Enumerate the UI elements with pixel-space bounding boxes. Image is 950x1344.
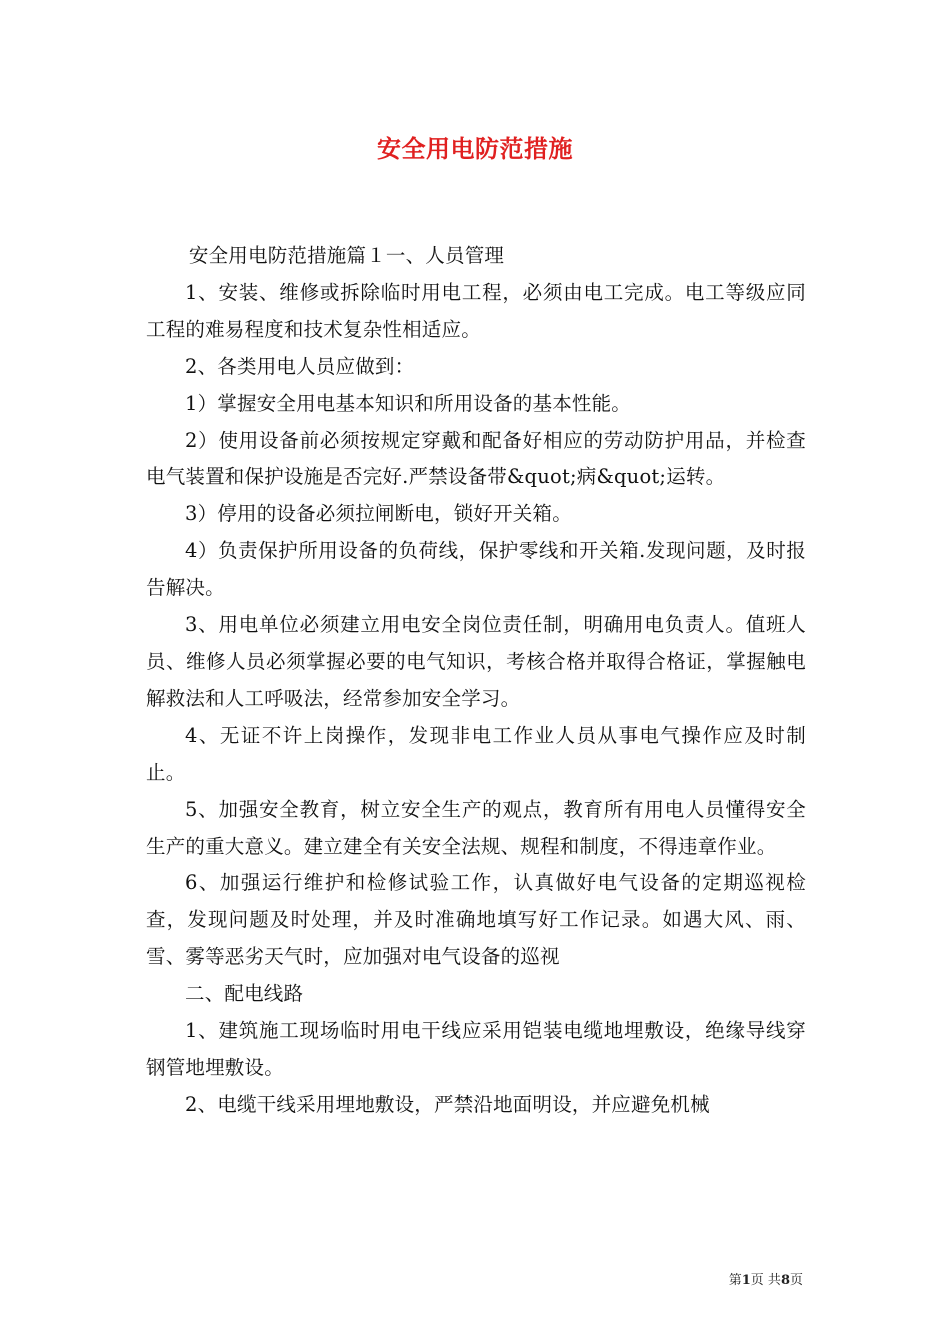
- section-heading-personnel: 安全用电防范措施篇１一、人员管理: [188, 244, 505, 267]
- paragraph: 4）负责保护所用设备的负荷线，保护零线和开关箱.发现问题，及时报告解决。: [146, 539, 806, 600]
- paragraph: 6、加强运行维护和检修试验工作，认真做好电气设备的定期巡视检查，发现问题及时处理，并及时准确地填写好工作记录。如遇大风、雨、雪、雾等恶劣天气时，应加强对电气设备的巡视: [146, 871, 806, 969]
- document-title: 安全用电防范措施: [377, 134, 573, 163]
- paragraph: 2）使用设备前必须按规定穿戴和配备好相应的劳动防护用品，并检查电气装置和保护设施是否完好.严禁设备带&quot;病&quot;运转。: [146, 428, 806, 489]
- paragraph: 3、用电单位必须建立用电安全岗位责任制，明确用电负责人。值班人员、维修人员必须掌握必要的电气知识，考核合格并取得合格证，掌握触电解救法和人工呼吸法，经常参加安全学习。: [146, 613, 806, 710]
- section-heading-distribution-lines: 二、配电线路: [185, 982, 304, 1006]
- total-page-count: 8: [780, 1273, 790, 1288]
- paragraph: 2、电缆干线采用埋地敷设，严禁沿地面明设，并应避免机械: [185, 1092, 710, 1116]
- paragraph: 1、安装、维修或拆除临时用电工程，必须由电工完成。电工等级应同工程的难易程度和技术复杂性相适应。: [146, 280, 806, 341]
- paragraph: 2、各类用电人员应做到：: [185, 354, 415, 378]
- paragraph: 3）停用的设备必须拉闸断电，锁好开关箱。: [185, 502, 572, 526]
- footer-prefix: 第: [728, 1273, 742, 1288]
- footer-middle: 页 共: [750, 1273, 781, 1288]
- paragraph: 5、加强安全教育，树立安全生产的观点，教育所有用电人员懂得安全生产的重大意义。建立建全有关安全法规、规程和制度，不得违章作业。: [146, 797, 806, 858]
- footer-suffix: 页: [789, 1273, 803, 1288]
- page-number-footer: [729, 1272, 803, 1290]
- paragraph: 1、建筑施工现场临时用电干线应采用铠装电缆地埋敷设，绝缘导线穿钢管地埋敷设。: [146, 1019, 806, 1079]
- current-page-number: 1: [741, 1273, 751, 1288]
- paragraph: 4、无证不许上岗操作，发现非电工作业人员从事电气操作应及时制止。: [146, 723, 806, 784]
- paragraph: 1）掌握安全用电基本知识和所用设备的基本性能。: [185, 391, 632, 415]
- document-body: [146, 238, 806, 1124]
